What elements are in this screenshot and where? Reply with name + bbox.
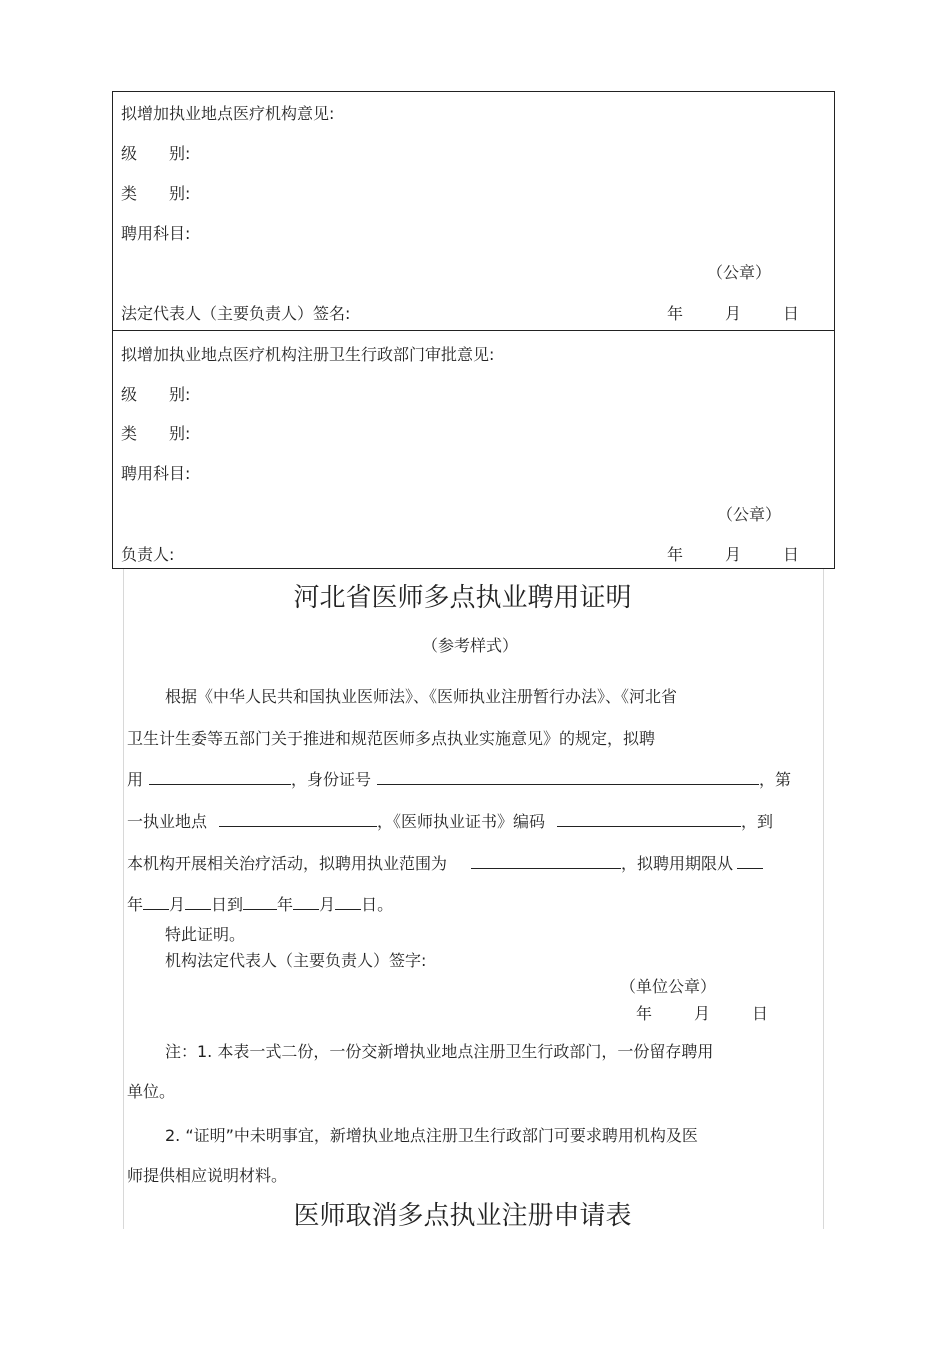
- certificate-date-day: 日: [752, 1004, 769, 1023]
- opinion-table: [112, 91, 835, 569]
- term-start-month-blank[interactable]: [143, 895, 169, 910]
- first-practice-location-blank[interactable]: [219, 812, 377, 827]
- certificate-sign-label: 机构法定代表人（主要负责人）签字:: [165, 951, 427, 970]
- line4-cert-label: ，《医师执业证书》编码: [377, 812, 546, 831]
- certificate-date-month: 月: [694, 1004, 711, 1023]
- section2-signature-label: 负责人:: [121, 545, 175, 564]
- name-blank[interactable]: [149, 770, 291, 785]
- line5-prefix: 本机构开展相关治疗活动，拟聘用执业范围为: [127, 854, 448, 873]
- section2-heading: 拟增加执业地点医疗机构注册卫生行政部门审批意见:: [121, 345, 495, 364]
- section1-date-month: 月: [725, 304, 742, 323]
- section1-seal: （公章）: [707, 263, 772, 282]
- term-end-day-label: 日。: [361, 895, 394, 914]
- term-end-year-label: 年: [277, 895, 294, 914]
- term-start-year-blank[interactable]: [737, 854, 763, 869]
- certificate-line-5: [127, 854, 763, 874]
- page-guide-right: [823, 569, 824, 1229]
- term-start-year-label: 年: [127, 895, 144, 914]
- section2-date-month: 月: [725, 545, 742, 564]
- line5-term-label: ，拟聘用期限从: [621, 854, 734, 873]
- section1-date-year: 年: [667, 304, 684, 323]
- certificate-line-2: 卫生计生委等五部门关于推进和规范医师多点执业实施意见》的规定，拟聘: [127, 729, 656, 748]
- practice-scope-blank[interactable]: [471, 854, 621, 869]
- certificate-line-4: [127, 812, 773, 832]
- section2-category-label: 类 别:: [121, 424, 191, 443]
- line3-id-label: ，身份证号: [291, 770, 372, 789]
- term-start-day-label: 日到: [211, 895, 244, 914]
- section2-level-label: 级 别:: [121, 385, 191, 404]
- certificate-title: 河北省医师多点执业聘用证明: [293, 583, 632, 613]
- note-1-line-2: 单位。: [127, 1082, 176, 1101]
- section1-subjects-label: 聘用科目:: [121, 224, 191, 243]
- next-form-title: 医师取消多点执业注册申请表: [293, 1201, 632, 1231]
- line3-prefix: 用: [127, 770, 144, 789]
- term-end-month-label: 月: [319, 895, 336, 914]
- section1-level-label: 级 别:: [121, 144, 191, 163]
- certificate-proof: 特此证明。: [165, 925, 246, 944]
- section1-heading: 拟增加执业地点医疗机构意见:: [121, 104, 335, 123]
- page-guide-left: [123, 569, 124, 1229]
- certificate-date-year: 年: [636, 1004, 653, 1023]
- term-start-month-label: 月: [169, 895, 186, 914]
- certificate-code-blank[interactable]: [557, 812, 741, 827]
- id-number-blank[interactable]: [377, 770, 759, 785]
- table-divider: [113, 330, 834, 331]
- section1-signature-label: 法定代表人（主要负责人）签名:: [121, 304, 351, 323]
- certificate-unit-seal: （单位公章）: [620, 977, 717, 996]
- note-1-line-1: 注：1. 本表一式二份，一份交新增执业地点注册卫生行政部门，一份留存聘用: [165, 1042, 714, 1061]
- note-2-line-1: 2. “证明”中未明事宜，新增执业地点注册卫生行政部门可要求聘用机构及医: [165, 1126, 698, 1145]
- term-end-year-blank[interactable]: [243, 895, 277, 910]
- term-start-day-blank[interactable]: [185, 895, 211, 910]
- line4-suffix: ，到: [741, 812, 774, 831]
- section2-date-day: 日: [783, 545, 800, 564]
- certificate-subtitle: （参考样式）: [421, 636, 518, 655]
- note-2-line-2: 师提供相应说明材料。: [127, 1166, 288, 1185]
- section1-category-label: 类 别:: [121, 184, 191, 203]
- certificate-line-1: 根据《中华人民共和国执业医师法》、《医师执业注册暂行办法》、《河北省: [165, 687, 678, 706]
- certificate-line-6: [127, 895, 393, 915]
- certificate-line-3: [127, 770, 791, 790]
- line4-prefix: 一执业地点: [127, 812, 208, 831]
- section2-subjects-label: 聘用科目:: [121, 464, 191, 483]
- section2-seal: （公章）: [717, 505, 782, 524]
- term-end-month-blank[interactable]: [293, 895, 319, 910]
- line3-suffix: ，第: [759, 770, 792, 789]
- section1-date-day: 日: [783, 304, 800, 323]
- section2-date-year: 年: [667, 545, 684, 564]
- term-end-day-blank[interactable]: [335, 895, 361, 910]
